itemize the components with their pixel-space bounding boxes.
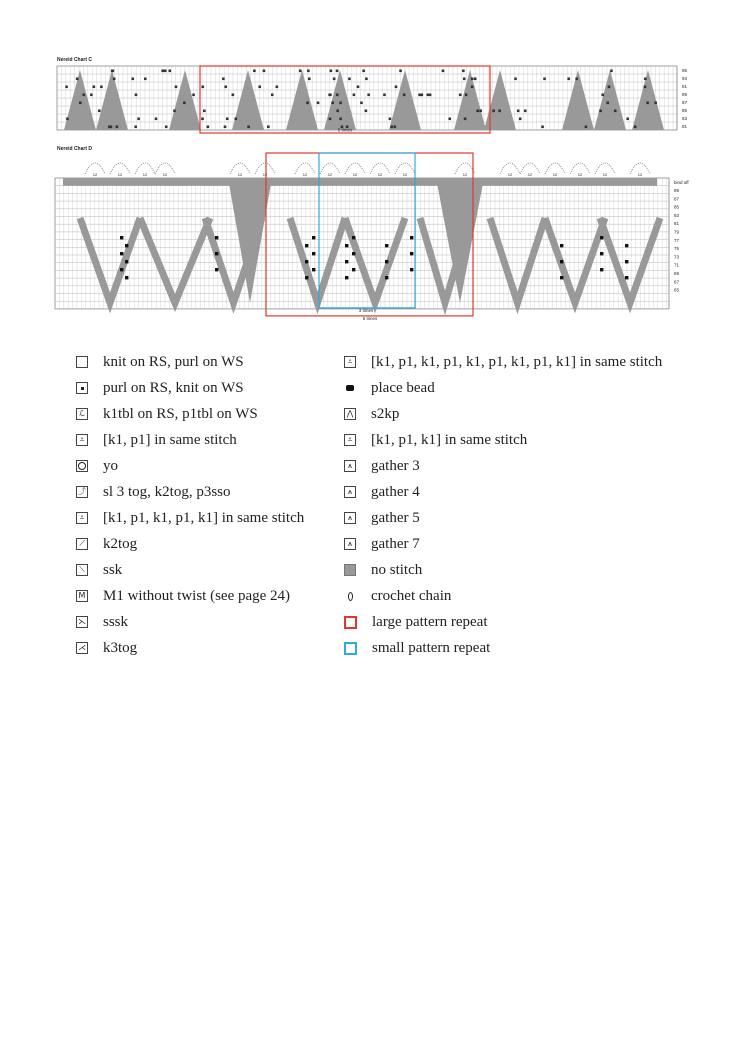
legend-item xyxy=(76,531,304,557)
chain-count: 12 xyxy=(92,172,98,177)
stitch-symbol xyxy=(201,118,204,121)
stitch-symbol xyxy=(585,126,588,129)
legend-item xyxy=(344,401,662,427)
stitch-symbol xyxy=(267,126,270,129)
stitch-symbol xyxy=(112,70,115,73)
stitch-symbol xyxy=(247,126,250,129)
chain-count: 12 xyxy=(162,172,168,177)
stitch-symbol xyxy=(192,94,195,97)
stitch-symbol xyxy=(336,70,339,73)
stitch-symbol xyxy=(108,126,111,129)
small-repeat-icon xyxy=(344,642,357,655)
bead-symbol xyxy=(125,276,128,279)
chain-count: 12 xyxy=(302,172,308,177)
bead-symbol xyxy=(625,260,628,263)
stitch-symbol xyxy=(517,110,520,113)
stitch-symbol xyxy=(365,110,368,113)
crochet-chain-icon xyxy=(344,590,356,602)
stitch-symbol xyxy=(137,118,140,121)
repeat-label: 5 times xyxy=(337,127,353,133)
stitch-symbol xyxy=(164,70,167,73)
stitch-symbol xyxy=(66,118,69,121)
stitch-symbol xyxy=(471,78,474,81)
legend-label: k2tog xyxy=(103,535,138,552)
stitch-symbol xyxy=(226,118,229,121)
stitch-symbol xyxy=(608,86,611,89)
chain-count: 12 xyxy=(527,172,533,177)
row-number: 89 xyxy=(682,92,688,97)
stitch-symbol xyxy=(393,126,396,129)
stitch-symbol xyxy=(357,86,360,89)
stitch-symbol xyxy=(224,126,227,129)
bead-symbol xyxy=(600,236,603,239)
chain-count: 12 xyxy=(142,172,148,177)
ssk-icon: ⟍ xyxy=(76,564,88,576)
legend-item xyxy=(344,557,662,583)
chain-count: 12 xyxy=(377,172,383,177)
stitch-symbol xyxy=(634,126,637,129)
stitch-symbol xyxy=(644,86,647,89)
stitch-symbol xyxy=(464,118,467,121)
bead-symbol xyxy=(345,276,348,279)
legend-item xyxy=(76,609,304,635)
legend-label: gather 5 xyxy=(371,509,420,526)
legend-item xyxy=(344,479,662,505)
stitch-symbol xyxy=(79,102,82,105)
stitch-symbol xyxy=(610,70,613,73)
stitch-symbol xyxy=(353,94,356,97)
stitch-symbol xyxy=(329,94,332,97)
legend-label: no stitch xyxy=(371,561,423,578)
dot-icon xyxy=(76,382,88,394)
bead-symbol xyxy=(352,236,355,239)
s2kp-icon: ⋀ xyxy=(344,408,356,420)
stitch-symbol xyxy=(465,94,468,97)
legend-item xyxy=(344,453,662,479)
legend-label: [k1, p1] in same stitch xyxy=(103,431,237,448)
bead-symbol xyxy=(312,268,315,271)
stitch-symbol xyxy=(329,118,332,121)
increase-2-icon: ⩡ xyxy=(76,434,88,446)
gather-7-icon: ⩚ xyxy=(344,538,356,550)
legend-item xyxy=(76,453,304,479)
legend-label: k1tbl on RS, p1tbl on WS xyxy=(103,405,258,422)
legend-item xyxy=(344,375,662,401)
row-number: 81 xyxy=(682,124,688,129)
chain-count: 12 xyxy=(637,172,643,177)
stitch-symbol xyxy=(498,110,501,113)
stitch-symbol xyxy=(90,94,93,97)
stitch-symbol xyxy=(113,78,116,81)
stitch-symbol xyxy=(462,70,465,73)
stitch-symbol xyxy=(116,126,119,129)
bead-icon xyxy=(344,382,356,394)
bead-symbol xyxy=(352,252,355,255)
increase-3-icon: ⩡ xyxy=(344,434,356,446)
stitch-symbol xyxy=(222,78,225,81)
row-number: 75 xyxy=(674,246,680,252)
bead-symbol xyxy=(560,244,563,247)
stitch-symbol xyxy=(100,86,103,89)
row-number: 81 xyxy=(674,221,680,227)
stitch-symbol xyxy=(330,70,333,73)
row-number: 83 xyxy=(682,116,688,121)
stitch-symbol xyxy=(317,102,320,105)
stitch-symbol xyxy=(419,94,422,97)
legend-label: k3tog xyxy=(103,639,138,656)
row-number: 71 xyxy=(674,262,680,268)
row-number: 67 xyxy=(674,279,680,285)
chain-count: 12 xyxy=(237,172,243,177)
stitch-symbol xyxy=(606,102,609,105)
gather-5-icon: ⩚ xyxy=(344,512,356,524)
legend-item xyxy=(344,505,662,531)
chain-count: 12 xyxy=(602,172,608,177)
row-number: 85 xyxy=(682,108,688,113)
row-number: 65 xyxy=(674,287,680,293)
stitch-symbol xyxy=(519,118,522,121)
row-number: 89 xyxy=(674,188,680,193)
stitch-symbol xyxy=(348,78,351,81)
bead-symbol xyxy=(305,276,308,279)
large-repeat-label: 5 times xyxy=(362,315,378,321)
chain-count: 12 xyxy=(352,172,358,177)
bead-symbol xyxy=(125,260,128,263)
legend-item xyxy=(76,635,304,661)
stitch-symbol xyxy=(175,86,178,89)
stitch-symbol xyxy=(362,70,365,73)
stitch-symbol xyxy=(474,78,477,81)
sl3-icon: ⤴ xyxy=(78,487,86,496)
stitch-symbol xyxy=(646,102,649,105)
legend-label: gather 4 xyxy=(371,483,420,500)
chain-count: 12 xyxy=(402,172,408,177)
legend-item xyxy=(76,401,304,427)
row-number: 87 xyxy=(674,196,680,202)
bead-symbol xyxy=(215,252,218,255)
row-number: 95 xyxy=(682,68,688,73)
row-number: 73 xyxy=(674,254,680,260)
bead-symbol xyxy=(385,260,388,263)
stitch-symbol xyxy=(253,70,256,73)
stitch-symbol xyxy=(168,70,171,73)
stitch-symbol xyxy=(543,78,546,81)
bead-symbol xyxy=(560,260,563,263)
legend-label: sssk xyxy=(103,613,129,630)
legend-item xyxy=(76,349,304,375)
legend-label: gather 7 xyxy=(371,535,420,552)
bead-symbol xyxy=(385,276,388,279)
row-number: 87 xyxy=(682,100,688,105)
legend-label: sl 3 tog, k2tog, p3sso xyxy=(103,483,231,500)
bead-symbol xyxy=(345,260,348,263)
stitch-symbol xyxy=(308,78,311,81)
stitch-symbol xyxy=(98,110,101,113)
bead-symbol xyxy=(215,268,218,271)
row-number: 83 xyxy=(674,212,680,218)
stitch-symbol xyxy=(203,110,206,113)
k2tog-icon: ⟋ xyxy=(76,538,88,550)
row-number: 77 xyxy=(674,237,680,243)
twisted-stitch-icon: ℒ xyxy=(76,408,88,420)
stitch-symbol xyxy=(336,94,339,97)
bead-symbol xyxy=(560,276,563,279)
legend-label: place bead xyxy=(371,379,435,396)
bead-symbol xyxy=(305,260,308,263)
chain-count: 12 xyxy=(552,172,558,177)
legend-item xyxy=(76,375,304,401)
stitch-symbol xyxy=(339,118,342,121)
k3tog-icon: ⋌ xyxy=(78,643,86,652)
stitch-symbol xyxy=(165,126,168,129)
bind-off-label: bind off xyxy=(674,180,689,185)
stitch-symbol xyxy=(389,118,392,121)
row-number: 93 xyxy=(682,76,688,81)
stitch-symbol xyxy=(442,70,445,73)
legend-label: ssk xyxy=(103,561,123,578)
stitch-symbol xyxy=(399,70,402,73)
legend-label: yo xyxy=(103,457,118,474)
chart-c-title: Nereid Chart C xyxy=(57,57,93,63)
stitch-symbol xyxy=(173,110,176,113)
legend-item xyxy=(76,557,304,583)
bead-symbol xyxy=(125,244,128,247)
stitch-symbol xyxy=(524,110,527,113)
stitch-symbol xyxy=(161,70,164,73)
stitch-symbol xyxy=(155,118,158,121)
stitch-symbol xyxy=(93,86,96,89)
legend-item xyxy=(344,583,662,609)
legend-label: purl on RS, knit on WS xyxy=(103,379,244,396)
stitch-symbol xyxy=(183,102,186,105)
increase-9-icon: ⩡ xyxy=(344,356,356,368)
chain-count: 12 xyxy=(462,172,468,177)
bead-symbol xyxy=(410,236,413,239)
stitch-symbol xyxy=(339,102,342,105)
stitch-symbol xyxy=(383,94,386,97)
legend-label: gather 3 xyxy=(371,457,420,474)
legend-right xyxy=(344,349,662,661)
legend-item xyxy=(344,427,662,453)
legend-item xyxy=(344,635,662,661)
row-number: 85 xyxy=(674,204,680,210)
stitch-symbol xyxy=(65,86,68,89)
stitch-symbol xyxy=(459,94,462,97)
bead-symbol xyxy=(120,268,123,271)
stitch-symbol xyxy=(479,110,482,113)
yo-icon xyxy=(76,460,88,472)
bead-symbol xyxy=(352,268,355,271)
bead-symbol xyxy=(345,244,348,247)
stitch-symbol xyxy=(82,94,85,97)
no-stitch-icon xyxy=(344,564,356,576)
stitch-symbol xyxy=(463,78,466,81)
legend-item xyxy=(344,531,662,557)
stitch-symbol xyxy=(232,94,235,97)
small-repeat-label: 3 times xyxy=(358,307,374,313)
legend-label: s2kp xyxy=(371,405,400,422)
stitch-symbol xyxy=(365,78,368,81)
stitch-symbol xyxy=(626,118,629,121)
stitch-symbol xyxy=(567,78,570,81)
bead-symbol xyxy=(120,252,123,255)
stitch-symbol xyxy=(429,94,432,97)
chart-c xyxy=(0,60,750,140)
stitch-symbol xyxy=(390,126,393,129)
bead-symbol xyxy=(625,276,628,279)
stitch-symbol xyxy=(299,70,302,73)
bead-symbol xyxy=(385,244,388,247)
stitch-symbol xyxy=(224,86,227,89)
legend-label: [k1, p1, k1, p1, k1] in same stitch xyxy=(103,509,305,526)
legend-item xyxy=(76,479,304,505)
legend-item xyxy=(344,349,662,375)
row-number: 69 xyxy=(674,271,680,276)
chain-count: 12 xyxy=(327,172,333,177)
stitch-symbol xyxy=(336,110,339,113)
legend-label: M1 without twist (see page 24) xyxy=(103,587,291,604)
bead-symbol xyxy=(312,252,315,255)
stitch-symbol xyxy=(144,78,147,81)
legend-item xyxy=(344,609,662,635)
bead-symbol xyxy=(600,268,603,271)
stitch-symbol xyxy=(403,94,406,97)
chart-d-title: Nereid Chart D xyxy=(57,146,93,152)
stitch-symbol xyxy=(134,126,137,129)
legend-label: knit on RS, purl on WS xyxy=(103,353,244,370)
stitch-symbol xyxy=(333,78,336,81)
chain-count: 12 xyxy=(507,172,513,177)
stitch-symbol xyxy=(644,78,647,81)
stitch-symbol xyxy=(306,102,309,105)
stitch-symbol xyxy=(131,78,134,81)
legend-label: large pattern repeat xyxy=(372,613,488,630)
legend-left xyxy=(76,349,304,661)
stitch-symbol xyxy=(471,86,474,89)
stitch-symbol xyxy=(135,94,138,97)
bind-off-band xyxy=(63,178,657,186)
legend-label: [k1, p1, k1, p1, k1, p1, k1, p1, k1] in same stitch xyxy=(371,353,663,370)
bead-symbol xyxy=(410,268,413,271)
row-number: 79 xyxy=(674,229,680,235)
blank-square-icon xyxy=(76,356,88,368)
stitch-symbol xyxy=(258,86,261,89)
legend-item xyxy=(76,505,304,531)
row-number: 91 xyxy=(682,84,688,89)
chain-count: 12 xyxy=(262,172,268,177)
stitch-symbol xyxy=(207,126,210,129)
stitch-symbol xyxy=(541,126,544,129)
large-repeat-icon xyxy=(344,616,357,629)
legend-label: crochet chain xyxy=(371,587,452,604)
bead-symbol xyxy=(215,236,218,239)
m1-icon: M xyxy=(76,590,88,602)
stitch-symbol xyxy=(514,78,517,81)
bead-symbol xyxy=(305,244,308,247)
legend-label: [k1, p1, k1] in same stitch xyxy=(371,431,528,448)
stitch-symbol xyxy=(395,86,398,89)
stitch-symbol xyxy=(599,110,602,113)
bead-symbol xyxy=(625,244,628,247)
stitch-symbol xyxy=(427,94,430,97)
bead-symbol xyxy=(312,236,315,239)
stitch-symbol xyxy=(575,78,578,81)
stitch-symbol xyxy=(276,86,279,89)
stitch-symbol xyxy=(601,94,604,97)
gather-4-icon: ⩚ xyxy=(344,486,356,498)
chain-count: 12 xyxy=(117,172,123,177)
stitch-symbol xyxy=(654,102,657,105)
legend-item xyxy=(76,583,304,609)
stitch-symbol xyxy=(448,118,451,121)
gather-3-icon: ⩚ xyxy=(344,460,356,472)
sssk-icon: ⋋ xyxy=(78,617,86,626)
chain-count: 12 xyxy=(577,172,583,177)
legend-item xyxy=(76,427,304,453)
bead-symbol xyxy=(120,236,123,239)
bead-symbol xyxy=(600,252,603,255)
stitch-symbol xyxy=(271,94,274,97)
stitch-symbol xyxy=(360,102,363,105)
stitch-symbol xyxy=(76,78,79,81)
stitch-symbol xyxy=(492,110,495,113)
stitch-symbol xyxy=(201,86,204,89)
stitch-symbol xyxy=(367,94,370,97)
stitch-symbol xyxy=(263,70,266,73)
stitch-symbol xyxy=(614,110,617,113)
legend-label: small pattern repeat xyxy=(372,639,491,656)
chart-d xyxy=(0,150,750,340)
stitch-symbol xyxy=(307,70,310,73)
stitch-symbol xyxy=(331,102,334,105)
increase-5-icon: ⩡ xyxy=(76,512,88,524)
bead-symbol xyxy=(410,252,413,255)
stitch-symbol xyxy=(476,110,479,113)
stitch-symbol xyxy=(235,118,238,121)
